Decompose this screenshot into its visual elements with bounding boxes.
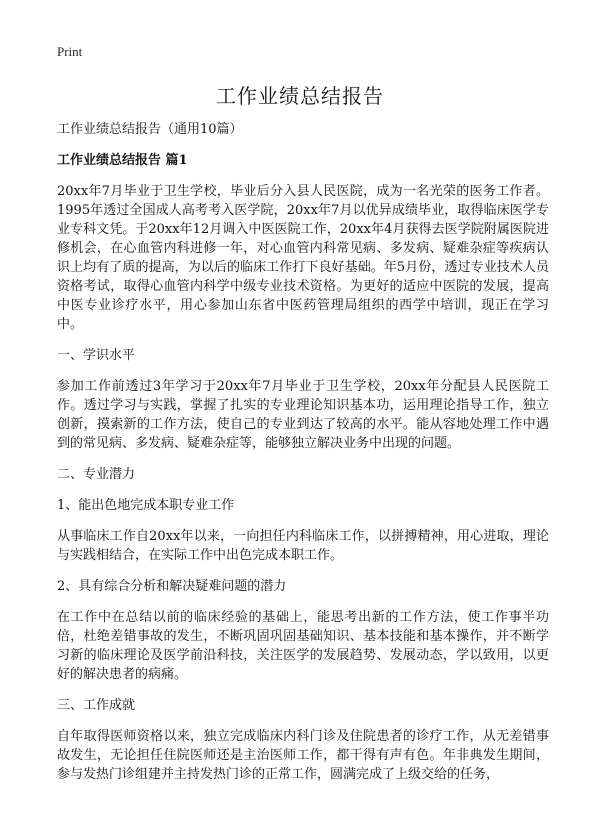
- paragraph-ability-1: 从事临床工作自20xx年以来，一向担任内科临床工作，以拼搏精神，用心进取，理论与实践相结合，在实际工作中出色完成本职工作。: [57, 529, 549, 563]
- document-subtitle: 工作业绩总结报告（通用10篇）: [57, 122, 243, 137]
- page-title: 工作业绩总结报告: [216, 84, 384, 108]
- heading-knowledge: 一、学识水平: [57, 348, 136, 363]
- section-title: 工作业绩总结报告 篇1: [57, 153, 188, 168]
- paragraph-achievements: 自年取得医师资格以来，独立完成临床内科门诊及住院患者的诊疗工作，从无差错事故发生，无论担任住院医师还是主治医师工作，都干得有声有色。年非典发生期间，参与发热门诊组建并主持发热门诊的正常工作，圆满完成了上级交给的任务，: [57, 729, 549, 782]
- document-body: [57, 120, 549, 796]
- paragraph-intro: 20xx年7月毕业于卫生学校，毕业后分入县人民医院，成为一名光荣的医务工作者。1995年透过全国成人高考考入医学院，20xx年7月以优异成绩毕业，取得临床医学专业专科文凭。于20xx年12月调入中医医院工作，20xx年4月获得去医学院附属医院进修机会，在心血管内科进修一年，对心血管内科常见病、多发病、疑难杂症等疾病认识上均有了质的提高，为以后的临床工作打下良好基础。年5月份，透过专业技术人员资格考试，取得心血管内科学中级专业技术资格。为更好的适应中医院的发展，提高中医专业诊疗水平，用心参加山东省中医药管理局组织的西学中培训，现正在学习中。: [57, 184, 549, 332]
- paragraph-knowledge: 参加工作前透过3年学习于20xx年7月毕业于卫生学校，20xx年分配县人民医院工作。透过学习与实践，掌握了扎实的专业理论知识基本功，运用理论指导工作，独立创新，摸索新的工作方法，使自己的专业到达了较高的水平。能从容地处理工作中遇到的常见病、多发病、疑难杂症等，能够独立解决业务中出现的问题。: [57, 379, 549, 451]
- subheading-ability-2: 2、具有综合分析和解决疑难问题的潜力: [57, 579, 287, 594]
- subheading-ability-1: 1、能出色地完成本职专业工作: [57, 498, 235, 513]
- print-link[interactable]: Print: [57, 44, 83, 59]
- heading-achievements: 三、工作成就: [57, 698, 136, 713]
- heading-ability: 二、专业潜力: [57, 467, 136, 482]
- paragraph-ability-2: 在工作中在总结以前的临床经验的基础上，能思考出新的工作方法，使工作事半功倍，杜绝差错事故的发生，不断巩固巩固基础知识、基本技能和基本操作，并不断学习新的临床理论及医学前沿科技，关注医学的发展趋势、发展动态，学以致用，以更好的解决患者的病痛。: [57, 610, 549, 682]
